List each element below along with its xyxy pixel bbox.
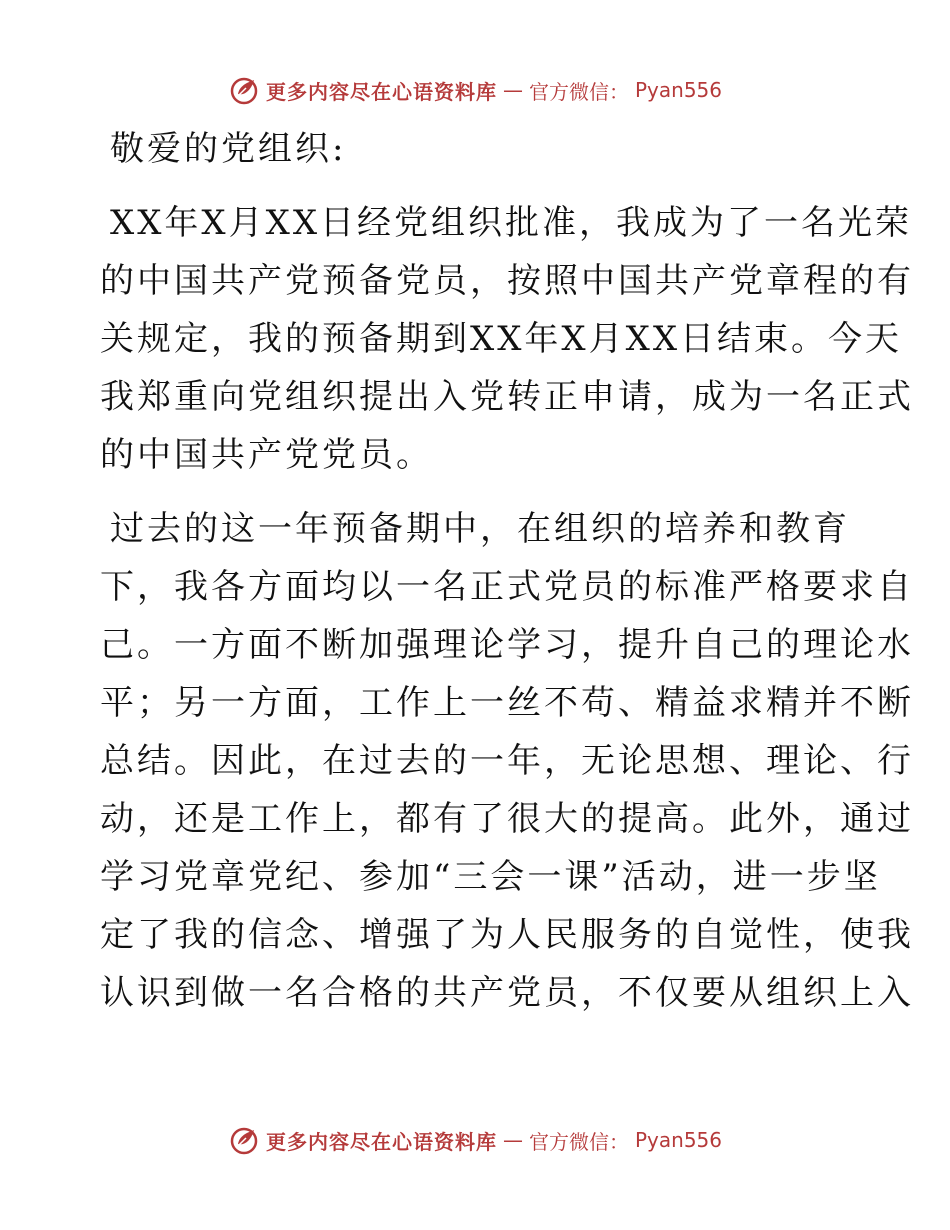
document-body bbox=[100, 120, 914, 1022]
footer-watermark-banner bbox=[0, 1120, 950, 1160]
paragraph-line: 过去的这一年预备期中，在组织的培养和教育 bbox=[110, 509, 850, 549]
paragraph-line: 的中国共产党预备党员，按照中国共产党章程的有 bbox=[100, 261, 914, 301]
paragraph-line: 定了我的信念、增强了为人民服务的自觉性，使我 bbox=[100, 915, 914, 955]
paragraph-line: 总结。因此，在过去的一年，无论思想、理论、行 bbox=[100, 741, 914, 781]
paragraph-line: 的中国共产党党员。 bbox=[100, 435, 433, 475]
header-watermark-banner bbox=[0, 70, 950, 110]
banner-wechat-id: Pyan556 bbox=[634, 78, 722, 102]
paragraph-line: 平；另一方面，工作上一丝不苟、精益求精并不断 bbox=[100, 683, 914, 723]
banner-brand-text: 更多内容尽在心语资料库 bbox=[265, 79, 497, 104]
banner-wechat-label: 官方微信： bbox=[528, 1129, 629, 1154]
paragraph-line: 下，我各方面均以一名正式党员的标准严格要求自 bbox=[100, 567, 914, 607]
paragraph-line: 动，还是工作上，都有了很大的提高。此外，通过 bbox=[100, 799, 914, 839]
leaf-heart-logo-icon bbox=[228, 74, 260, 106]
banner-separator: — bbox=[502, 78, 523, 102]
paragraph-line: 认识到做一名合格的共产党员，不仅要从组织上入 bbox=[100, 973, 914, 1013]
banner-wechat-label: 官方微信： bbox=[528, 79, 629, 104]
salutation: 敬爱的党组织: bbox=[110, 129, 347, 169]
leaf-heart-logo-icon bbox=[228, 1124, 260, 1156]
paragraph-line: 我郑重向党组织提出入党转正申请，成为一名正式 bbox=[100, 377, 914, 417]
paragraph-line: 学习党章党纪、参加“三会一课”活动，进一步坚 bbox=[100, 857, 881, 897]
paragraph-2 bbox=[100, 500, 914, 1022]
paragraph-line: 己。一方面不断加强理论学习，提升自己的理论水 bbox=[100, 625, 914, 665]
banner-wechat-id: Pyan556 bbox=[634, 1128, 722, 1152]
paragraph-1 bbox=[100, 194, 914, 484]
banner-separator: — bbox=[502, 1128, 523, 1152]
paragraph-line: XX年X月XX日经党组织批准，我成为了一名光荣 bbox=[110, 203, 913, 243]
paragraph-line: 关规定，我的预备期到XX年X月XX日结束。今天 bbox=[100, 319, 903, 359]
banner-brand-text: 更多内容尽在心语资料库 bbox=[265, 1129, 497, 1154]
